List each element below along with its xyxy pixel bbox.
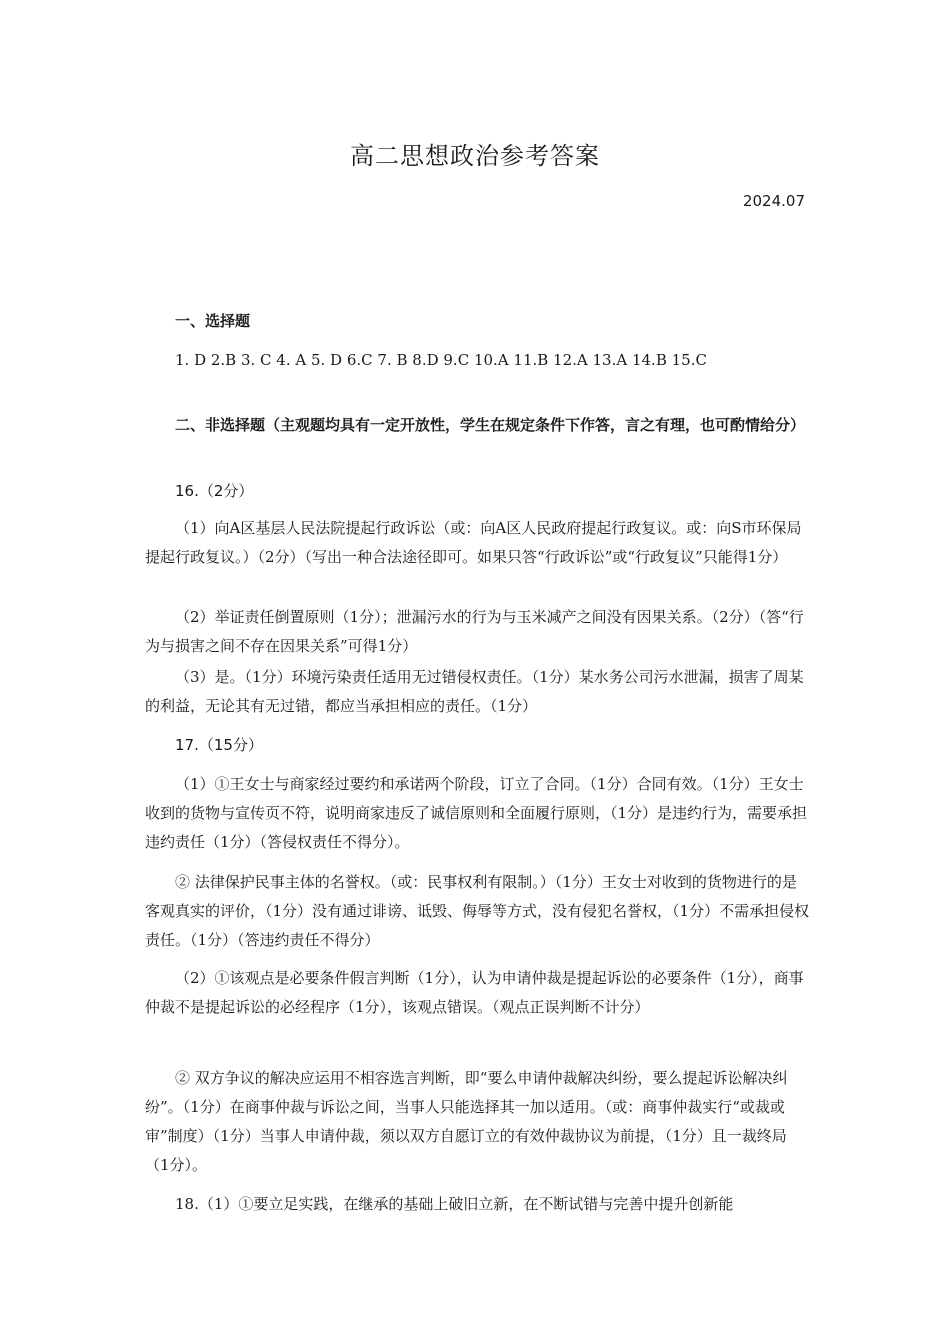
choice-answers: 1. D 2.B 3. C 4. A 5. D 6.C 7. B 8.D 9.C 10.A 11.B 12.A 13.A 14.B 15.C [175, 351, 707, 369]
q18-part1: 18.（1）①要立足实践，在继承的基础上破旧立新，在不断试错与完善中提升创新能 [175, 1195, 734, 1213]
q17-part1: （1）①王女士与商家经过要约和承诺两个阶段，订立了合同。（1分）合同有效。（1分）王女士收到的货物与宣传页不符，说明商家违反了诚信原则和全面履行原则，（1分）是违约行为，需要承担违约责任（1分）（答侵权责任不得分）。 [145, 775, 808, 851]
q16-part2: （2）举证责任倒置原则（1分）；泄漏污水的行为与玉米减产之间没有因果关系。（2分）（答“行为与损害之间不存在因果关系”可得1分） [145, 608, 804, 655]
section1-heading: 一、选择题 [175, 312, 251, 330]
q17-part3: （2）①该观点是必要条件假言判断（1分），认为申请仲裁是提起诉讼的必要条件（1分），商事仲裁不是提起诉讼的必经程序（1分），该观点错误。（观点正误判断不计分） [145, 969, 804, 1016]
q16-part1: （1）向A区基层人民法院提起行政诉讼（或：向A区人民政府提起行政复议。或：向S市环保局提起行政复议。）（2分）（写出一种合法途径即可。如果只答“行政诉讼”或“行政复议”只能得1分） [145, 519, 802, 566]
date: 2024.07 [742, 192, 805, 210]
q17-part2: ② 法律保护民事主体的名誉权。（或：民事权利有限制。）（1分）王女士对收到的货物进行的是客观真实的评价，（1分）没有通过诽谤、诋毁、侮辱等方式，没有侵犯名誉权，（1分）不需承担侵权责任。（1分）（答违约责任不得分） [145, 873, 810, 949]
q16-header: 16.（2分） [175, 482, 254, 500]
q17-header: 17.（15分） [175, 736, 263, 754]
section2-heading: 二、非选择题（主观题均具有一定开放性，学生在规定条件下作答，言之有理，也可酌情给分） [175, 416, 806, 434]
q16-part3: （3）是。（1分）环境污染责任适用无过错侵权责任。（1分）某水务公司污水泄漏，损害了周某的利益，无论其有无过错，都应当承担相应的责任。（1分） [145, 668, 804, 715]
page-title: 高二思想政治参考答案 [350, 142, 600, 170]
q17-part4: ② 双方争议的解决应运用不相容选言判断，即“要么申请仲裁解决纠纷，要么提起诉讼解决纠纷”。（1分）在商事仲裁与诉讼之间，当事人只能选择其一加以适用。（或：商事仲裁实行“或裁或审”制度）（1分）当事人申请仲裁，须以双方自愿订立的有效仲裁协议为前提，（1分）且一裁终局（1分）。 [145, 1069, 788, 1174]
